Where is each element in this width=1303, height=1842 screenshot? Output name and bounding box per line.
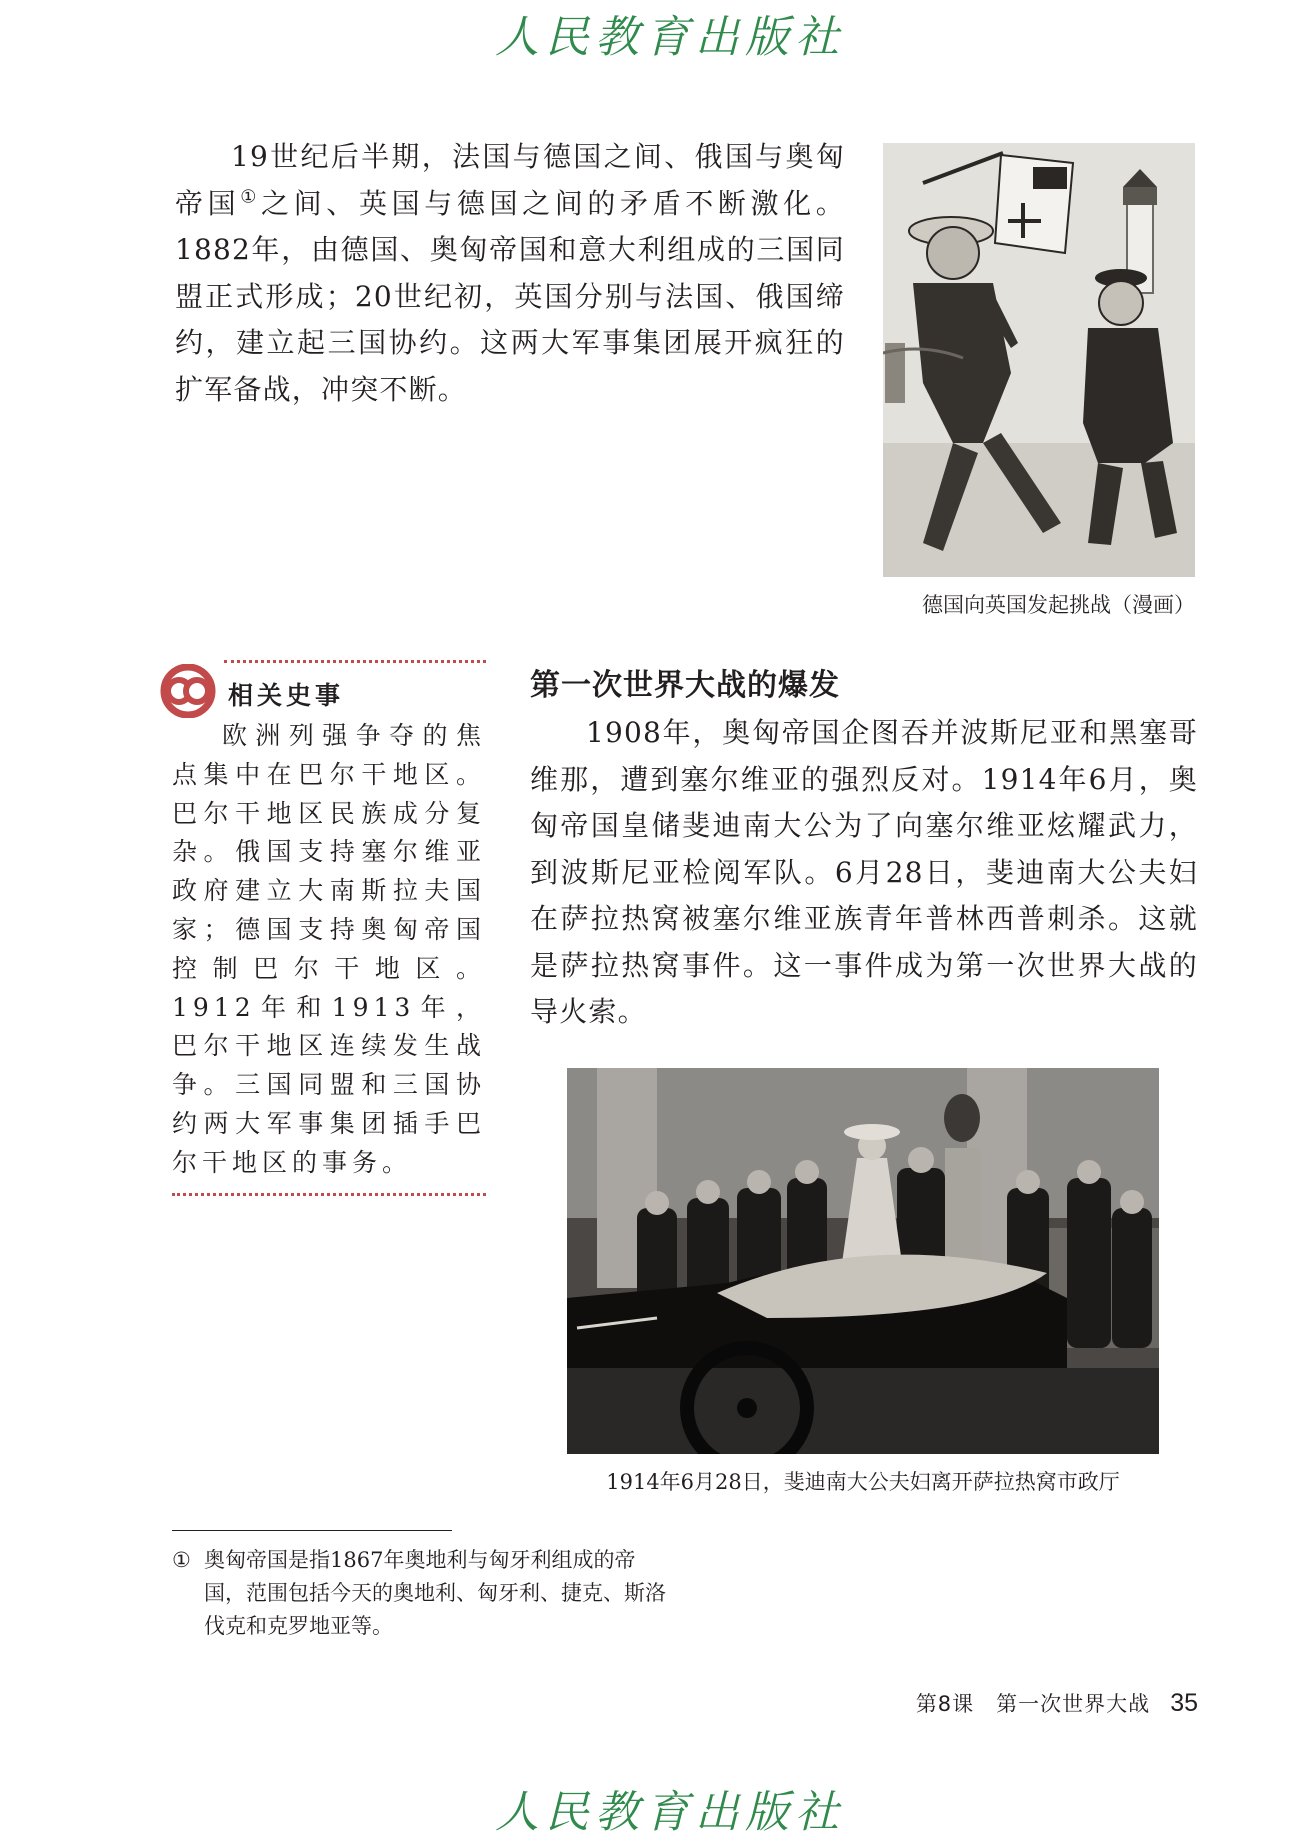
section-paragraph: 1908年，奥匈帝国企图吞并波斯尼亚和黑塞哥维那，遭到塞尔维亚的强烈反对。1914年6月，奥匈帝国皇储斐迪南大公为了向塞尔维亚炫耀武力，到波斯尼亚检阅军队。6月28日，斐迪南大公夫妇在萨拉热窝被塞尔维亚族青年普林西普刺杀。这就是萨拉热窝事件。这一事件成为第一次世界大战的导火索。: [530, 716, 1198, 1028]
footnote-reference[interactable]: ①: [240, 186, 262, 208]
intro-text-end: 之间、英国与德国之间的矛盾不断激化。1882年，由德国、奥匈帝国和意大利组成的三国同盟正式形成；20世纪初，英国分别与法国、俄国缔约，建立起三国协约。这两大军事集团展开疯狂的扩军备战，冲突不断。: [175, 186, 845, 406]
logo-text-bottom: 人民教育出版社: [495, 1787, 845, 1838]
logo-text: 人民教育出版社: [495, 12, 845, 63]
footnote-text: 奥匈帝国是指1867年奥地利与匈牙利组成的帝国，范围包括今天的奥地利、匈牙利、捷克、斯洛伐克和克罗地亚等。: [204, 1548, 666, 1638]
intro-text-start: 19世纪后半期，法国与德国之间、俄国与奥匈帝国: [175, 140, 845, 220]
cartoon-image: [883, 143, 1195, 577]
swirl-icon: [158, 664, 218, 718]
sarajevo-photo-caption: 1914年6月28日，斐迪南大公夫妇离开萨拉热窝市政厅: [606, 1470, 1120, 1494]
sarajevo-photo: [567, 1068, 1159, 1454]
related-history-title: 相关史事: [228, 681, 345, 710]
bottom-dotted-divider: [172, 1193, 486, 1196]
cartoon-caption: 德国向英国发起挑战（漫画）: [922, 593, 1195, 617]
footnote-rule: [172, 1530, 452, 1531]
footnote: [172, 1544, 672, 1643]
page-number: 35: [1170, 1689, 1198, 1717]
section-heading: 第一次世界大战的爆发: [530, 668, 840, 703]
related-history-text: 欧洲列强争夺的焦点集中在巴尔干地区。巴尔干地区民族成分复杂。俄国支持塞尔维亚政府建立大南斯拉夫国家；德国支持奥匈帝国控制巴尔干地区。1912年和1913年，巴尔干地区连续发生战争。三国同盟和三国协约两大军事集团插手巴尔干地区的事务。: [172, 721, 486, 1177]
page-footer: [916, 1688, 1198, 1718]
publisher-logo: [470, 8, 870, 66]
publisher-logo-bottom: [470, 1783, 870, 1841]
related-history-header: [172, 663, 486, 711]
intro-paragraph: [175, 134, 845, 413]
lesson-title: 第8课 第一次世界大战: [915, 1692, 1151, 1716]
footnote-mark: ①: [172, 1548, 191, 1572]
related-history-box: [172, 660, 486, 1196]
